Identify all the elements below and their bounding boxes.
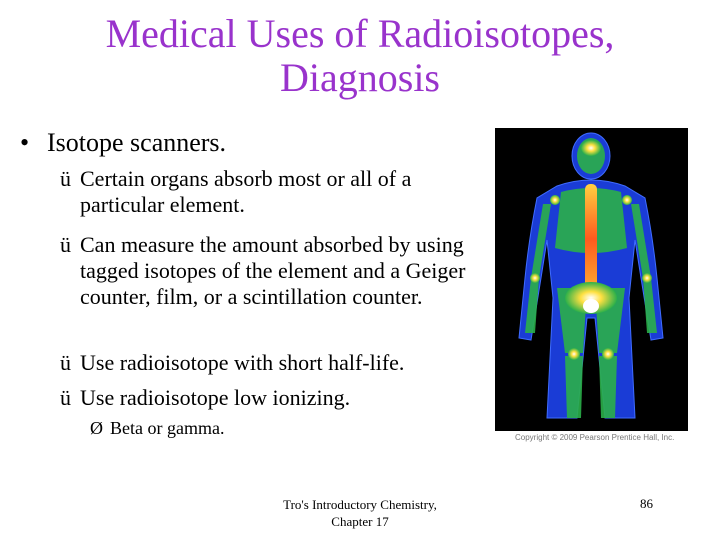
footer-line-2: Chapter 17: [331, 514, 389, 529]
check-icon: ü: [60, 385, 71, 410]
subpoint-3: [60, 350, 490, 376]
check-icon: ü: [60, 350, 71, 375]
subpoint-text: Use radioisotope with short half-life.: [80, 350, 405, 375]
sub-subpoint-text: Beta or gamma.: [110, 418, 225, 438]
page-number: 86: [640, 496, 653, 511]
subpoint-text: Use radioisotope low ionizing.: [80, 385, 351, 410]
arrow-icon: Ø: [90, 418, 103, 438]
bullet-text: Isotope scanners.: [47, 128, 227, 157]
slide-title: [0, 12, 720, 100]
subpoint-4: [60, 385, 490, 411]
footer-line-1: Tro's Introductory Chemistry,: [283, 497, 437, 512]
check-icon: ü: [60, 232, 71, 257]
bone-scan-image: [495, 128, 688, 431]
subpoint-1: [60, 166, 490, 218]
subpoint-2: [60, 232, 490, 310]
bullet-isotope-scanners: [20, 128, 226, 158]
title-line-1: Medical Uses of Radioisotopes,: [105, 11, 615, 56]
footer: [240, 496, 480, 530]
title-line-2: Diagnosis: [280, 55, 440, 100]
sub-subpoint: [90, 418, 224, 439]
subpoint-text: Can measure the amount absorbed by using tagged isotopes of the element and a Geiger counter, film, or a scintillation counter.: [80, 232, 466, 309]
bullet-marker: •: [20, 128, 30, 157]
subpoint-text: Certain organs absorb most or all of a particular element.: [80, 166, 412, 217]
check-icon: ü: [60, 166, 71, 191]
image-copyright: Copyright © 2009 Pearson Prentice Hall, Inc.: [515, 433, 675, 442]
